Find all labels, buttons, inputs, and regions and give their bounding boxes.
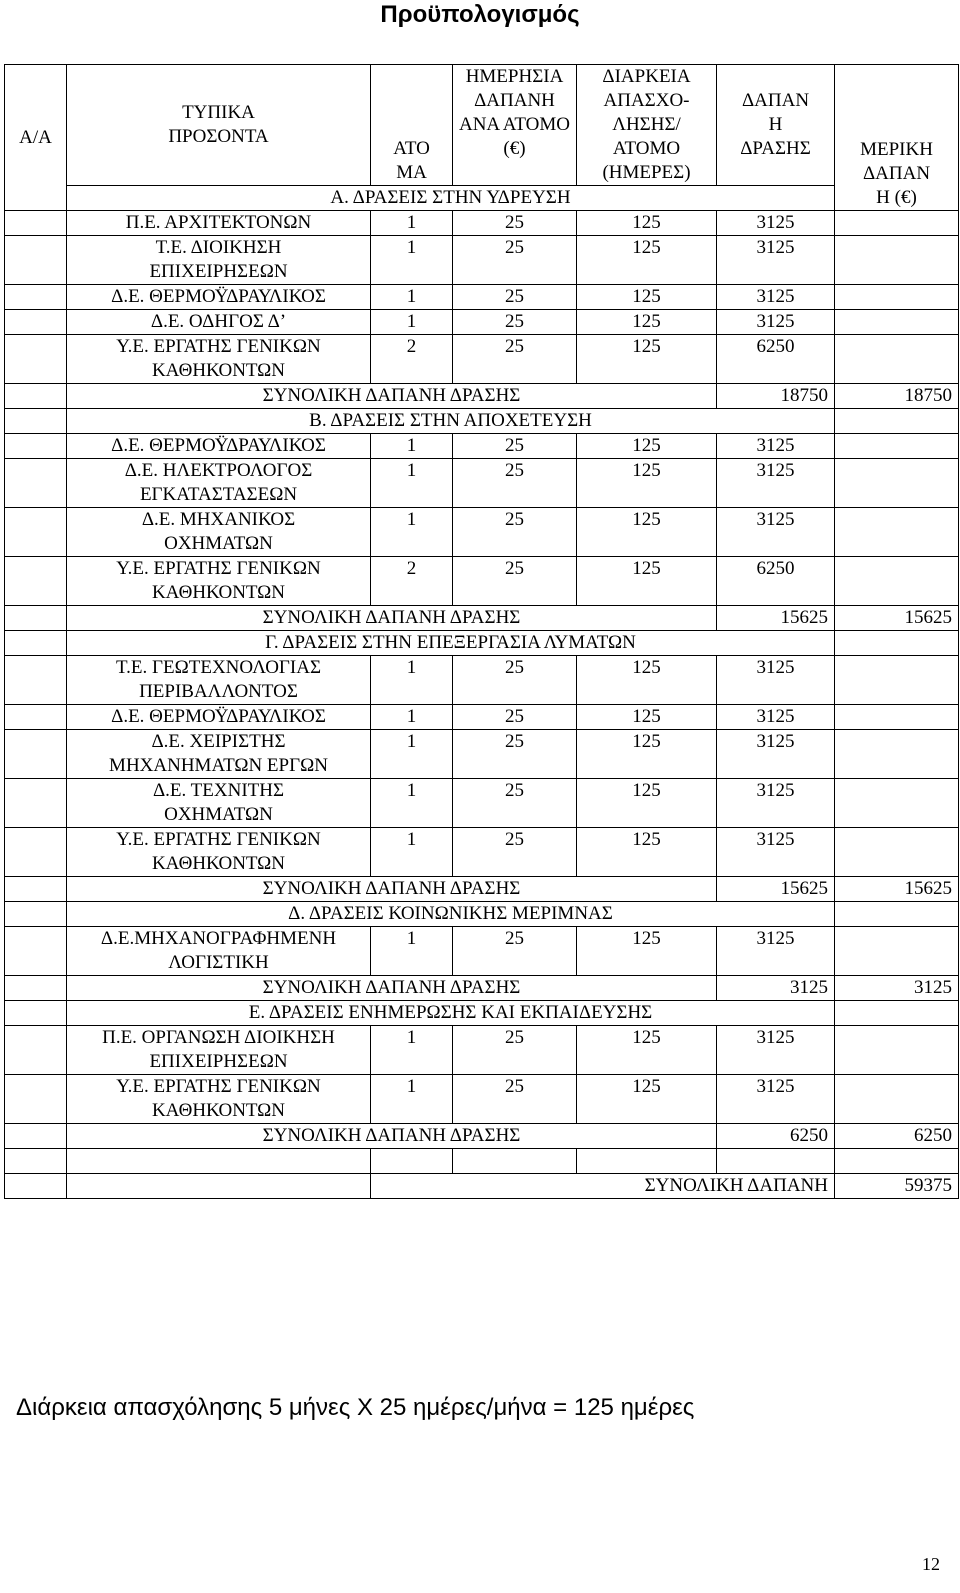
- empty-cell: [577, 1149, 717, 1174]
- section-title: Β. ΔΡΑΣΕΙΣ ΣΤΗΝ ΑΠΟΧΕΤΕΥΣΗ: [67, 409, 835, 434]
- persons-cell: 1: [371, 927, 453, 976]
- persons-cell: 1: [371, 730, 453, 779]
- partial-cell: [835, 335, 959, 384]
- header-daily-cost: ΗΜΕΡΗΣΙΑ ΔΑΠΑΝΗ ΑΝΑ ΑΤΟΜΟ (€): [453, 65, 577, 186]
- qualification-cell: Δ.Ε. ΟΔΗΓΟΣ Δ’: [67, 310, 371, 335]
- duration-cell: 125: [577, 508, 717, 557]
- aa-cell: [5, 434, 67, 459]
- table-row: [5, 656, 959, 705]
- aa-cell: [5, 705, 67, 730]
- persons-cell: 2: [371, 557, 453, 606]
- table-row: [5, 236, 959, 285]
- daily-cost-cell: 25: [453, 335, 577, 384]
- section-row: [5, 1001, 959, 1026]
- table-row: [5, 557, 959, 606]
- empty-cell: [67, 1149, 371, 1174]
- persons-cell: 1: [371, 828, 453, 877]
- daily-cost-cell: 25: [453, 508, 577, 557]
- footer-note: Διάρκεια απασχόλησης 5 μήνες Χ 25 ημέρες/μήνα = 125 ημέρες: [16, 1394, 695, 1421]
- daily-cost-cell: 25: [453, 434, 577, 459]
- aa-cell: [5, 877, 67, 902]
- aa-cell: [5, 779, 67, 828]
- daily-cost-cell: 25: [453, 779, 577, 828]
- partial-cell: [835, 902, 959, 927]
- qualification-cell: Υ.Ε. ΕΡΓΑΤΗΣ ΓΕΝΙΚΩΝ ΚΑΘΗΚΟΝΤΩΝ: [67, 828, 371, 877]
- aa-cell: [5, 1174, 67, 1199]
- duration-cell: 125: [577, 828, 717, 877]
- duration-cell: 125: [577, 1075, 717, 1124]
- action-cost-cell: 3125: [717, 779, 835, 828]
- aa-cell: [5, 236, 67, 285]
- partial-cell: [835, 927, 959, 976]
- action-cost-cell: 3125: [717, 705, 835, 730]
- duration-cell: 125: [577, 557, 717, 606]
- partial-cell: [835, 1075, 959, 1124]
- section-title: Δ. ΔΡΑΣΕΙΣ ΚΟΙΝΩΝΙΚΗΣ ΜΕΡΙΜΝΑΣ: [67, 902, 835, 927]
- header-qualifications: ΤΥΠΙΚΑ ΠΡΟΣΟΝΤΑ: [67, 65, 371, 186]
- partial-cell: [835, 285, 959, 310]
- aa-cell: [5, 1001, 67, 1026]
- persons-cell: 2: [371, 335, 453, 384]
- partial-value: 15625: [835, 877, 959, 902]
- section-row: [5, 902, 959, 927]
- total-row: [5, 606, 959, 631]
- daily-cost-cell: 25: [453, 705, 577, 730]
- aa-cell: [5, 927, 67, 976]
- partial-cell: [835, 1026, 959, 1075]
- table-row: [5, 1026, 959, 1075]
- persons-cell: 1: [371, 508, 453, 557]
- daily-cost-cell: 25: [453, 828, 577, 877]
- grand-total-row: [5, 1174, 959, 1199]
- duration-cell: 125: [577, 927, 717, 976]
- table-row: [5, 730, 959, 779]
- action-cost-cell: 3125: [717, 1075, 835, 1124]
- duration-cell: 125: [577, 730, 717, 779]
- partial-cell: [835, 779, 959, 828]
- persons-cell: 1: [371, 656, 453, 705]
- duration-cell: 125: [577, 779, 717, 828]
- partial-cell: [835, 828, 959, 877]
- persons-cell: 1: [371, 1026, 453, 1075]
- daily-cost-cell: 25: [453, 1026, 577, 1075]
- action-cost-cell: 6250: [717, 557, 835, 606]
- duration-cell: 125: [577, 310, 717, 335]
- action-cost-cell: 3125: [717, 828, 835, 877]
- total-value: 15625: [717, 877, 835, 902]
- daily-cost-cell: 25: [453, 927, 577, 976]
- daily-cost-cell: 25: [453, 211, 577, 236]
- table-row: [5, 828, 959, 877]
- aa-cell: [5, 1075, 67, 1124]
- total-value: 15625: [717, 606, 835, 631]
- duration-cell: 125: [577, 211, 717, 236]
- partial-cell: [835, 310, 959, 335]
- section-row: [5, 186, 959, 211]
- total-label: ΣΥΝΟΛΙΚΗ ΔΑΠΑΝΗ ΔΡΑΣΗΣ: [67, 384, 717, 409]
- duration-cell: 125: [577, 1026, 717, 1075]
- action-cost-cell: 3125: [717, 459, 835, 508]
- persons-cell: 1: [371, 1075, 453, 1124]
- aa-cell: [5, 310, 67, 335]
- qualification-cell: Δ.Ε. ΧΕΙΡΙΣΤΗΣ ΜΗΧΑΝΗΜΑΤΩΝ ΕΡΓΩΝ: [67, 730, 371, 779]
- daily-cost-cell: 25: [453, 730, 577, 779]
- qualification-cell: Π.Ε. ΟΡΓΑΝΩΣΗ ΔΙΟΙΚΗΣΗ ΕΠΙΧΕΙΡΗΣΕΩΝ: [67, 1026, 371, 1075]
- table-row: [5, 335, 959, 384]
- grand-total-value: 59375: [835, 1174, 959, 1199]
- total-value: 6250: [717, 1124, 835, 1149]
- section-title: Γ. ΔΡΑΣΕΙΣ ΣΤΗΝ ΕΠΕΞΕΡΓΑΣΙΑ ΛΥΜΑΤΩΝ: [67, 631, 835, 656]
- qualification-cell: Δ.Ε.ΜΗΧΑΝΟΓΡΑΦΗΜΕΝΗ ΛΟΓΙΣΤΙΚΗ: [67, 927, 371, 976]
- partial-cell: [835, 1001, 959, 1026]
- aa-cell: [5, 902, 67, 927]
- total-value: 3125: [717, 976, 835, 1001]
- qualification-cell: Υ.Ε. ΕΡΓΑΤΗΣ ΓΕΝΙΚΩΝ ΚΑΘΗΚΟΝΤΩΝ: [67, 1075, 371, 1124]
- table-row: [5, 310, 959, 335]
- persons-cell: 1: [371, 211, 453, 236]
- duration-cell: 125: [577, 459, 717, 508]
- partial-cell: [835, 705, 959, 730]
- aa-cell: [5, 557, 67, 606]
- duration-cell: 125: [577, 335, 717, 384]
- table-row: [5, 779, 959, 828]
- partial-cell: [835, 409, 959, 434]
- aa-cell: [5, 409, 67, 434]
- daily-cost-cell: 25: [453, 285, 577, 310]
- action-cost-cell: 3125: [717, 310, 835, 335]
- aa-cell: [5, 459, 67, 508]
- duration-cell: 125: [577, 434, 717, 459]
- persons-cell: 1: [371, 459, 453, 508]
- table-row: [5, 705, 959, 730]
- qualification-cell: Π.Ε. ΑΡΧΙΤΕΚΤΟΝΩΝ: [67, 211, 371, 236]
- header-duration: ΔΙΑΡΚΕΙΑ ΑΠΑΣΧΟ- ΛΗΣΗΣ/ ΑΤΟΜΟ (ΗΜΕΡΕΣ): [577, 65, 717, 186]
- daily-cost-cell: 25: [453, 236, 577, 285]
- duration-cell: 125: [577, 285, 717, 310]
- table-row: [5, 508, 959, 557]
- persons-cell: 1: [371, 310, 453, 335]
- empty-cell: [371, 1149, 453, 1174]
- action-cost-cell: 3125: [717, 927, 835, 976]
- qualification-cell: Δ.Ε. ΘΕΡΜΟΫΔΡΑΥΛΙΚΟΣ: [67, 434, 371, 459]
- partial-cell: [835, 211, 959, 236]
- grand-total-label: ΣΥΝΟΛΙΚΗ ΔΑΠΑΝΗ: [371, 1174, 835, 1199]
- persons-cell: 1: [371, 434, 453, 459]
- aa-cell: [5, 508, 67, 557]
- total-label: ΣΥΝΟΛΙΚΗ ΔΑΠΑΝΗ ΔΡΑΣΗΣ: [67, 606, 717, 631]
- table-row: [5, 211, 959, 236]
- header-persons: ΑΤΟ ΜΑ: [371, 65, 453, 186]
- action-cost-cell: 3125: [717, 285, 835, 310]
- header-aa: Α/Α: [5, 65, 67, 211]
- partial-cell: [835, 236, 959, 285]
- action-cost-cell: 6250: [717, 335, 835, 384]
- partial-cell: [835, 434, 959, 459]
- aa-cell: [5, 656, 67, 705]
- partial-value: 6250: [835, 1124, 959, 1149]
- daily-cost-cell: 25: [453, 310, 577, 335]
- duration-cell: 125: [577, 236, 717, 285]
- empty-cell: [835, 1149, 959, 1174]
- qualification-cell: Δ.Ε. ΘΕΡΜΟΫΔΡΑΥΛΙΚΟΣ: [67, 285, 371, 310]
- empty-cell: [67, 1174, 371, 1199]
- qualification-cell: Τ.Ε. ΔΙΟΙΚΗΣΗ ΕΠΙΧΕΙΡΗΣΕΩΝ: [67, 236, 371, 285]
- daily-cost-cell: 25: [453, 557, 577, 606]
- partial-value: 18750: [835, 384, 959, 409]
- action-cost-cell: 3125: [717, 656, 835, 705]
- section-title: Ε. ΔΡΑΣΕΙΣ ΕΝΗΜΕΡΩΣΗΣ ΚΑΙ ΕΚΠΑΙΔΕΥΣΗΣ: [67, 1001, 835, 1026]
- qualification-cell: Υ.Ε. ΕΡΓΑΤΗΣ ΓΕΝΙΚΩΝ ΚΑΘΗΚΟΝΤΩΝ: [67, 335, 371, 384]
- action-cost-cell: 3125: [717, 236, 835, 285]
- aa-cell: [5, 828, 67, 877]
- table-row: [5, 1075, 959, 1124]
- action-cost-cell: 3125: [717, 211, 835, 236]
- duration-cell: 125: [577, 705, 717, 730]
- persons-cell: 1: [371, 705, 453, 730]
- aa-cell: [5, 1124, 67, 1149]
- aa-cell: [5, 285, 67, 310]
- aa-cell: [5, 1026, 67, 1075]
- total-row: [5, 976, 959, 1001]
- page-number: 12: [922, 1554, 940, 1574]
- header-partial-cost: ΜΕΡΙΚΗ ΔΑΠΑΝ Η (€): [835, 65, 959, 211]
- persons-cell: 1: [371, 236, 453, 285]
- partial-cell: [835, 557, 959, 606]
- table-row: [5, 459, 959, 508]
- action-cost-cell: 3125: [717, 1026, 835, 1075]
- partial-cell: [835, 631, 959, 656]
- aa-cell: [5, 384, 67, 409]
- duration-cell: 125: [577, 656, 717, 705]
- total-label: ΣΥΝΟΛΙΚΗ ΔΑΠΑΝΗ ΔΡΑΣΗΣ: [67, 877, 717, 902]
- qualification-cell: Δ.Ε. ΤΕΧΝΙΤΗΣ ΟΧΗΜΑΤΩΝ: [67, 779, 371, 828]
- action-cost-cell: 3125: [717, 434, 835, 459]
- qualification-cell: Δ.Ε. ΜΗΧΑΝΙΚΟΣ ΟΧΗΜΑΤΩΝ: [67, 508, 371, 557]
- blank-row: [5, 1149, 959, 1174]
- qualification-cell: Υ.Ε. ΕΡΓΑΤΗΣ ΓΕΝΙΚΩΝ ΚΑΘΗΚΟΝΤΩΝ: [67, 557, 371, 606]
- table-row: [5, 927, 959, 976]
- total-label: ΣΥΝΟΛΙΚΗ ΔΑΠΑΝΗ ΔΡΑΣΗΣ: [67, 1124, 717, 1149]
- section-title: Α. ΔΡΑΣΕΙΣ ΣΤΗΝ ΥΔΡΕΥΣΗ: [67, 186, 835, 211]
- aa-cell: [5, 335, 67, 384]
- qualification-cell: Δ.Ε. ΘΕΡΜΟΫΔΡΑΥΛΙΚΟΣ: [67, 705, 371, 730]
- section-row: [5, 409, 959, 434]
- partial-cell: [835, 730, 959, 779]
- action-cost-cell: 3125: [717, 508, 835, 557]
- daily-cost-cell: 25: [453, 459, 577, 508]
- total-row: [5, 1124, 959, 1149]
- header-row: [5, 65, 959, 186]
- daily-cost-cell: 25: [453, 1075, 577, 1124]
- qualification-cell: Δ.Ε. ΗΛΕΚΤΡΟΛΟΓΟΣ ΕΓΚΑΤΑΣΤΑΣΕΩΝ: [67, 459, 371, 508]
- action-cost-cell: 3125: [717, 730, 835, 779]
- empty-cell: [5, 1149, 67, 1174]
- total-label: ΣΥΝΟΛΙΚΗ ΔΑΠΑΝΗ ΔΡΑΣΗΣ: [67, 976, 717, 1001]
- persons-cell: 1: [371, 779, 453, 828]
- section-row: [5, 631, 959, 656]
- daily-cost-cell: 25: [453, 656, 577, 705]
- partial-cell: [835, 508, 959, 557]
- aa-cell: [5, 211, 67, 236]
- partial-value: 15625: [835, 606, 959, 631]
- qualification-cell: Τ.Ε. ΓΕΩΤΕΧΝΟΛΟΓΙΑΣ ΠΕΡΙΒΑΛΛΟΝΤΟΣ: [67, 656, 371, 705]
- page-title: Προϋπολογισμός: [380, 1, 580, 28]
- persons-cell: 1: [371, 285, 453, 310]
- budget-table: [4, 64, 959, 1199]
- table-row: [5, 285, 959, 310]
- header-action-cost: ΔΑΠΑΝ Η ΔΡΑΣΗΣ: [717, 65, 835, 186]
- partial-value: 3125: [835, 976, 959, 1001]
- total-value: 18750: [717, 384, 835, 409]
- aa-cell: [5, 606, 67, 631]
- table-row: [5, 434, 959, 459]
- aa-cell: [5, 976, 67, 1001]
- aa-cell: [5, 730, 67, 779]
- partial-cell: [835, 656, 959, 705]
- total-row: [5, 384, 959, 409]
- empty-cell: [717, 1149, 835, 1174]
- empty-cell: [453, 1149, 577, 1174]
- partial-cell: [835, 459, 959, 508]
- aa-cell: [5, 631, 67, 656]
- total-row: [5, 877, 959, 902]
